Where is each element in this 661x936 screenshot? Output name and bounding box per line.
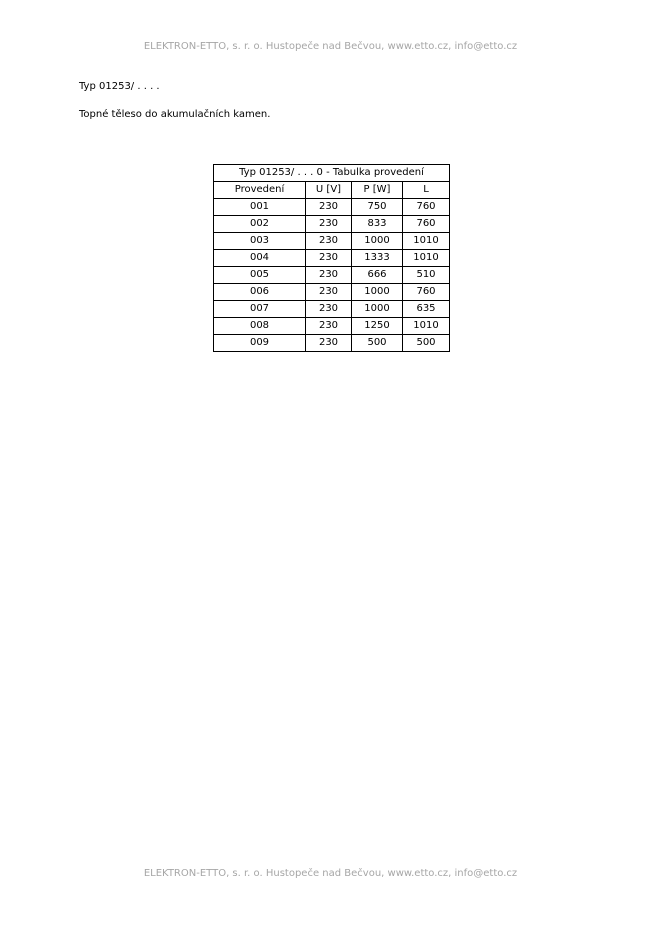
cell-power: 500 [352, 335, 403, 352]
table-row [214, 284, 450, 301]
product-type: Typ 01253/ . . . . [79, 81, 160, 92]
table-row [214, 301, 450, 318]
table-row [214, 233, 450, 250]
cell-length: 1010 [403, 233, 450, 250]
cell-length: 760 [403, 284, 450, 301]
table-title-row [214, 165, 450, 182]
table-header-row [214, 182, 450, 199]
table-row [214, 267, 450, 284]
cell-voltage: 230 [306, 267, 352, 284]
cell-voltage: 230 [306, 301, 352, 318]
cell-voltage: 230 [306, 250, 352, 267]
column-header-length: L [403, 182, 450, 199]
table-title: Typ 01253/ . . . 0 - Tabulka provedení [214, 165, 450, 182]
cell-length: 510 [403, 267, 450, 284]
cell-power: 1000 [352, 284, 403, 301]
table-row [214, 216, 450, 233]
cell-power: 1250 [352, 318, 403, 335]
cell-power: 833 [352, 216, 403, 233]
cell-power: 1333 [352, 250, 403, 267]
cell-voltage: 230 [306, 335, 352, 352]
cell-length: 635 [403, 301, 450, 318]
cell-provedeni: 005 [214, 267, 306, 284]
variants-table [213, 164, 450, 352]
cell-provedeni: 003 [214, 233, 306, 250]
cell-voltage: 230 [306, 318, 352, 335]
cell-provedeni: 007 [214, 301, 306, 318]
cell-length: 1010 [403, 318, 450, 335]
cell-provedeni: 001 [214, 199, 306, 216]
cell-power: 666 [352, 267, 403, 284]
cell-provedeni: 009 [214, 335, 306, 352]
page-header: ELEKTRON-ETTO, s. r. o. Hustopeče nad Bečvou, www.etto.cz, info@etto.cz [143, 41, 518, 52]
cell-length: 760 [403, 199, 450, 216]
cell-voltage: 230 [306, 233, 352, 250]
product-description: Topné těleso do akumulačních kamen. [79, 109, 271, 120]
page-footer: ELEKTRON-ETTO, s. r. o. Hustopeče nad Bečvou, www.etto.cz, info@etto.cz [143, 868, 518, 879]
table-row [214, 250, 450, 267]
column-header-provedeni: Provedení [214, 182, 306, 199]
cell-provedeni: 002 [214, 216, 306, 233]
cell-power: 1000 [352, 301, 403, 318]
cell-power: 1000 [352, 233, 403, 250]
cell-length: 1010 [403, 250, 450, 267]
cell-provedeni: 004 [214, 250, 306, 267]
table-row [214, 199, 450, 216]
column-header-power: P [W] [352, 182, 403, 199]
cell-length: 500 [403, 335, 450, 352]
cell-voltage: 230 [306, 199, 352, 216]
column-header-voltage: U [V] [306, 182, 352, 199]
cell-provedeni: 006 [214, 284, 306, 301]
cell-voltage: 230 [306, 216, 352, 233]
cell-voltage: 230 [306, 284, 352, 301]
table-row [214, 335, 450, 352]
cell-power: 750 [352, 199, 403, 216]
cell-provedeni: 008 [214, 318, 306, 335]
table-row [214, 318, 450, 335]
cell-length: 760 [403, 216, 450, 233]
